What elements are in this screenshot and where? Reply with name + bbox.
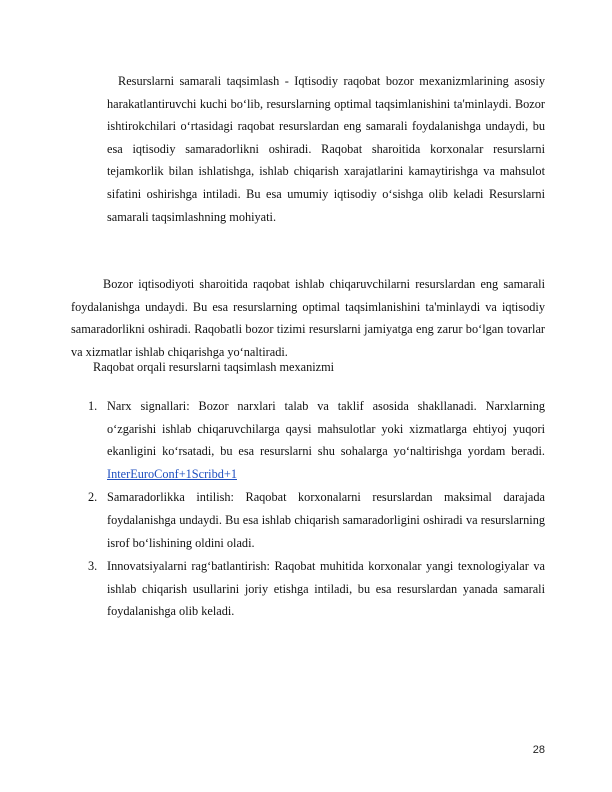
section-heading: Raqobat orqali resurslarni taqsimlash mexanizmi bbox=[93, 360, 335, 374]
list-item-text: Narx signallari: Bozor narxlari talab va taklif asosida shakllanadi. Narxlarning o‘zgarishi ishlab chiqaruvchilarga qaysi mahsulotlar yoki xizmatlarga ehtiyoj yuqori ekanligini ko‘rsatadi, bu esa resurslarni shu sohalarga yo‘naltirishga yordam beradi. bbox=[107, 399, 545, 459]
list-item-number: 2. bbox=[88, 490, 98, 505]
list-item bbox=[88, 486, 545, 554]
list-item bbox=[88, 395, 545, 485]
list-item-text: Samaradorlikka intilish: Raqobat korxonalarni resurslardan maksimal darajada foydalanishga undaydi. Bu esa ishlab chiqarish samaradorligini oshiradi va resurslarning isrof bo‘lishining oldini oladi. bbox=[107, 490, 545, 550]
list-item-number: 1. bbox=[88, 399, 98, 413]
list-item-text: Innovatsiyalarni rag‘batlantirish: Raqobat muhitida korxonalar yangi texnologiyalar va ishlab chiqarish usullarini joriy etishga intiladi, bu esa resurslardan yanada samarali foydalanishga olib keladi. bbox=[107, 559, 545, 619]
source-link[interactable]: InterEuroConf+1Scribd+1 bbox=[107, 466, 237, 481]
page-number: 28 bbox=[532, 744, 545, 756]
paragraph-intro: Resurslarni samarali taqsimlash - Iqtisodiy raqobat bozor mexanizmlarining asosiy harakatlantiruvchi kuchi bo‘lib, resurslarning optimal taqsimlanishini ta'minlaydi. Bozor ishtirokchilari o‘rtasidagi raqobat resurslardan eng samarali foydalanishga undaydi, bu esa iqtisodiy samaradorlikni oshiradi. Raqobat sharoitida korxonalar resurslarni tejamkorlik bilan ishlatishga, ishlab chiqarish xarajatlarini kamaytirishga va mahsulot sifatini oshirishga intiladi. Bu esa umumiy iqtisodiy o‘sishga olib keladi Resurslarni samarali taqsimlashning mohiyati. bbox=[107, 74, 545, 224]
list-item-number: 3. bbox=[88, 559, 98, 574]
numbered-list bbox=[88, 395, 545, 624]
paragraph-second: Bozor iqtisodiyoti sharoitida raqobat ishlab chiqaruvchilarni resurslardan eng samarali foydalanishga undaydi. Bu esa resurslarning optimal taqsimlanishini ta'minlaydi va iqtisodiy samaradorlikni oshiradi. Raqobatli bozor tizimi resurslarni jamiyatga eng zarur bo‘lgan tovarlar va xizmatlar ishlab chiqarishga yo‘naltiradi. bbox=[71, 277, 545, 359]
list-item bbox=[88, 555, 545, 623]
